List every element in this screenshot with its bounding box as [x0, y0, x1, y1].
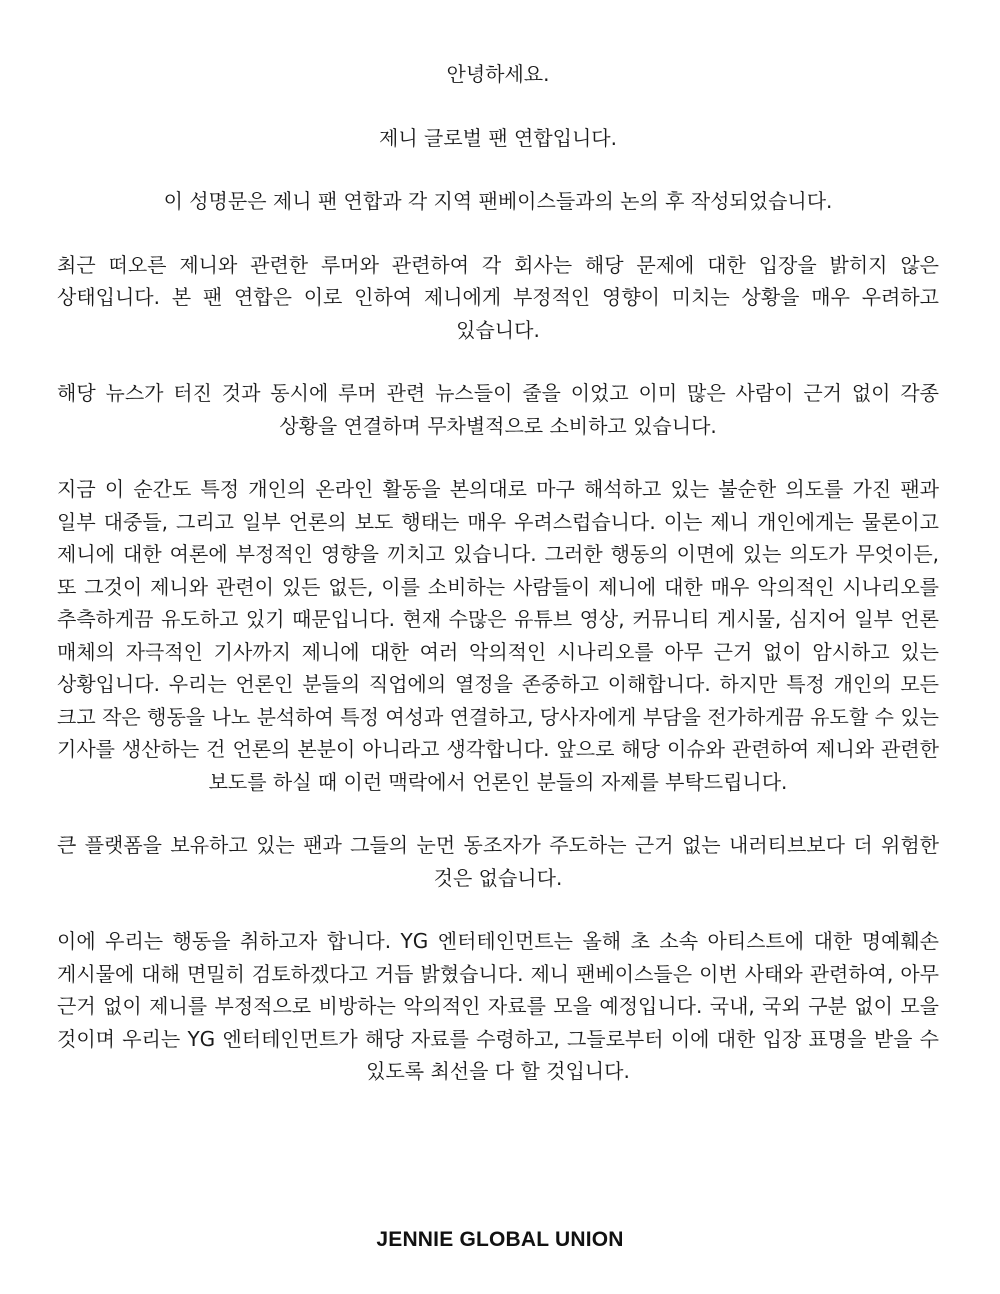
paragraph-news-consumption: 해당 뉴스가 터진 것과 동시에 루머 관련 뉴스들이 줄을 이었고 이미 많은 사람이 근거 없이 각종 상황을 연결하며 무차별적으로 소비하고 있습니다.: [57, 381, 939, 438]
signature: JENNIE GLOBAL UNION: [376, 1228, 624, 1251]
paragraph-rumor-situation: 최근 떠오른 제니와 관련한 루머와 관련하여 각 회사는 해당 문제에 대한 입장을 밝히지 않은 상태입니다. 본 팬 연합은 이로 인하여 제니에게 부정적인 영향이 미치는 상황을 매우 우려하고 있습니다.: [57, 252, 939, 342]
statement-origin: 이 성명문은 제니 팬 연합과 각 지역 팬베이스들과의 논의 후 작성되었습니다.: [163, 189, 833, 213]
paragraph-narrative-danger: 큰 플랫폼을 보유하고 있는 팬과 그들의 눈먼 동조자가 주도하는 근거 없는 내러티브보다 더 위험한 것은 없습니다.: [57, 833, 939, 890]
paragraph-action-plan: 이에 우리는 행동을 취하고자 합니다. YG 엔터테인먼트는 올해 초 소속 아티스트에 대한 명예훼손 게시물에 대해 면밀히 검토하겠다고 거듭 밝혔습니다. 제니 팬베이스들은 이번 사태와 관련하여, 아무 근거 없이 제니를 부정적으로 비방하는 악의적인 자료를 모을 예정입니다. 국내, 국외 구분 없이 모을 것이며 우리는 YG 엔터테인먼트가 해당 자료를 수령하고, 그들로부터 이에 대한 입장 표명을 받을 수 있도록 최선을 다 할 것입니다.: [57, 929, 939, 1083]
statement-body: [57, 58, 939, 1119]
greeting: 안녕하세요.: [446, 62, 550, 86]
paragraph-media-concern: 지금 이 순간도 특정 개인의 온라인 활동을 본의대로 마구 해석하고 있는 불순한 의도를 가진 팬과 일부 대중들, 그리고 일부 언론의 보도 행태는 매우 우려스럽습니다. 이는 제니 개인에게는 물론이고 제니에 대한 여론에 부정적인 영향을 끼치고 있습니다. 그러한 행동의 이면에 있는 의도가 무엇이든, 또 그것이 제니와 관련이 있든 없든, 이를 소비하는 사람들이 제니에 대한 매우 악의적인 시나리오를 추측하게끔 유도하고 있기 때문입니다. 현재 수많은 유튜브 영상, 커뮤니티 게시물, 심지어 일부 언론 매체의 자극적인 기사까지 제니에 대한 여러 악의적인 시나리오를 아무 근거 없이 암시하고 있는 상황입니다. 우리는 언론인 분들의 직업에의 열정을 존중하고 이해합니다. 하지만 특정 개인의 모든 크고 작은 행동을 나노 분석하여 특정 여성과 연결하고, 당사자에게 부담을 전가하게끔 유도할 수 있는 기사를 생산하는 건 언론의 본분이 아니라고 생각합니다. 앞으로 해당 이슈와 관련하여 제니와 관련한 보도를 하실 때 이런 맥락에서 언론인 분들의 자제를 부탁드립니다.: [57, 477, 939, 794]
introduction: 제니 글로벌 팬 연합입니다.: [379, 125, 617, 150]
